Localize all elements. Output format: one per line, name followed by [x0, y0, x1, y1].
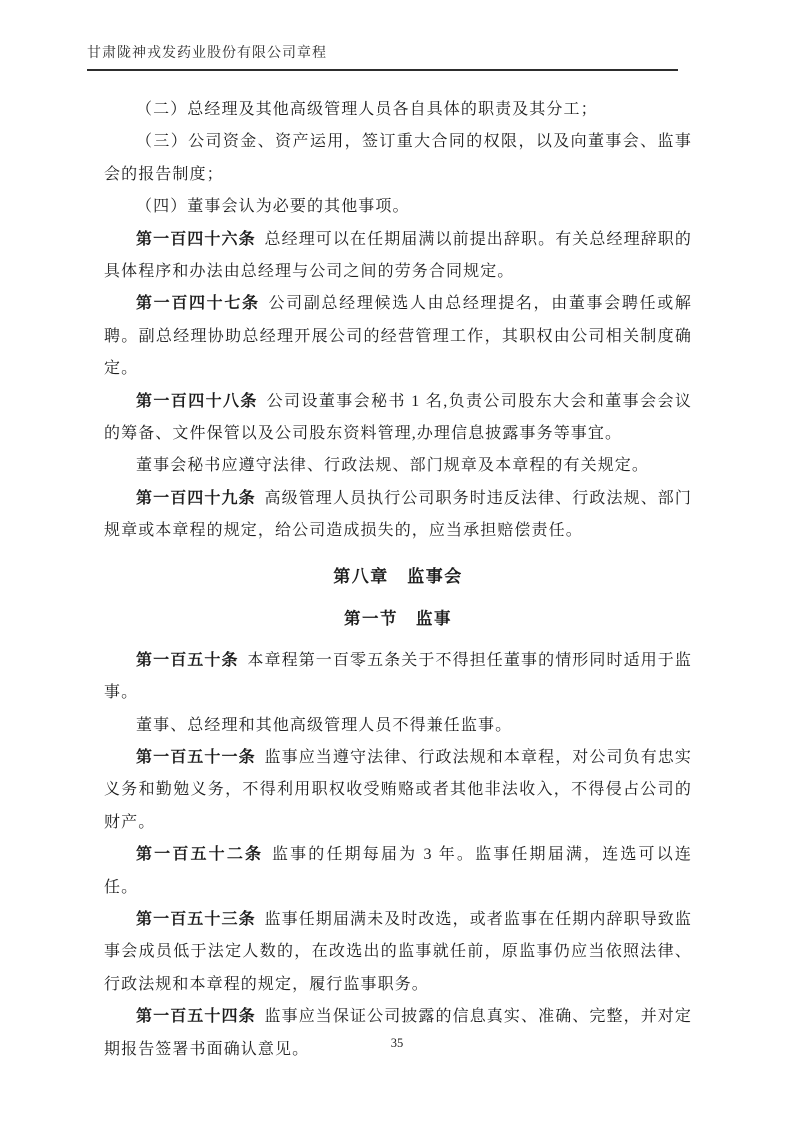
paragraph: 第一百四十八条 公司设董事会秘书 1 名,负责公司股东大会和董事会会议的筹备、文件保管以及公司股东资料管理,办理信息披露事务等事宜。: [104, 392, 692, 443]
article-number: 第一百五十四条: [136, 1008, 256, 1026]
article-number: 第一百五十三条: [136, 910, 256, 928]
article-number: 第一百五十二条: [136, 846, 264, 864]
paragraph: 第一百五十二条 监事的任期每届为 3 年。监事任期届满，连选可以连任。: [104, 846, 692, 896]
article-number: 第一百四十六条: [136, 230, 256, 248]
document-body: [104, 94, 692, 1066]
paragraph: 第一百四十七条 公司副总经理候选人由总经理提名，由董事会聘任或解聘。副总经理协助总经理开展公司的经营管理工作，其职权由公司相关制度确定。: [104, 295, 693, 378]
paragraph: （二）总经理及其他高级管理人员各自具体的职责及其分工；: [136, 101, 598, 118]
paragraph: 第一百五十条 本章程第一百零五条关于不得担任董事的情形同时适用于监事。: [104, 651, 693, 702]
paragraph: （四）董事会认为必要的其他事项。: [136, 198, 410, 216]
chapter-heading: 第八章 监事会: [333, 566, 463, 586]
paragraph: 第一百四十六条 总经理可以在任期届满以前提出辞职。有关总经理辞职的具体程序和办法由总经理与公司之间的劳务合同规定。: [104, 230, 693, 281]
paragraph: 第一百四十九条 高级管理人员执行公司职务时违反法律、行政法规、部门规章或本章程的规定，给公司造成损失的，应当承担赔偿责任。: [104, 489, 693, 540]
paragraph: 第一百五十四条 监事应当保证公司披露的信息真实、准确、完整，并对定期报告签署书面确认意见。: [104, 1008, 693, 1058]
paragraph: 第一百五十三条 监事任期届满未及时改选，或者监事在任期内辞职导致监事会成员低于法定人数的，在改选出的监事就任前，原监事仍应当依照法律、行政法规和本章程的规定，履行监事职务。: [104, 910, 693, 993]
article-number: 第一百四十八条: [136, 392, 258, 410]
paragraph: 董事会秘书应遵守法律、行政法规、部门规章及本章程的有关规定。: [136, 457, 650, 475]
page-number: 35: [390, 1036, 404, 1050]
page-header-title: 甘肃陇神戎发药业股份有限公司章程: [87, 44, 678, 71]
article-number: 第一百四十九条: [136, 489, 256, 507]
section-heading: 第一节 监事: [344, 608, 452, 628]
paragraph: （三）公司资金、资产运用，签订重大合同的权限，以及向董事会、监事会的报告制度；: [104, 133, 692, 183]
paragraph: 董事、总经理和其他高级管理人员不得兼任监事。: [136, 716, 513, 734]
paragraph: 第一百五十一条 监事应当遵守法律、行政法规和本章程，对公司负有忠实义务和勤勉义务，不得利用职权收受贿赂或者其他非法收入，不得侵占公司的财产。: [104, 748, 693, 831]
article-number: 第一百四十七条: [136, 295, 260, 313]
article-number: 第一百五十条: [136, 651, 239, 669]
article-number: 第一百五十一条: [136, 748, 256, 766]
